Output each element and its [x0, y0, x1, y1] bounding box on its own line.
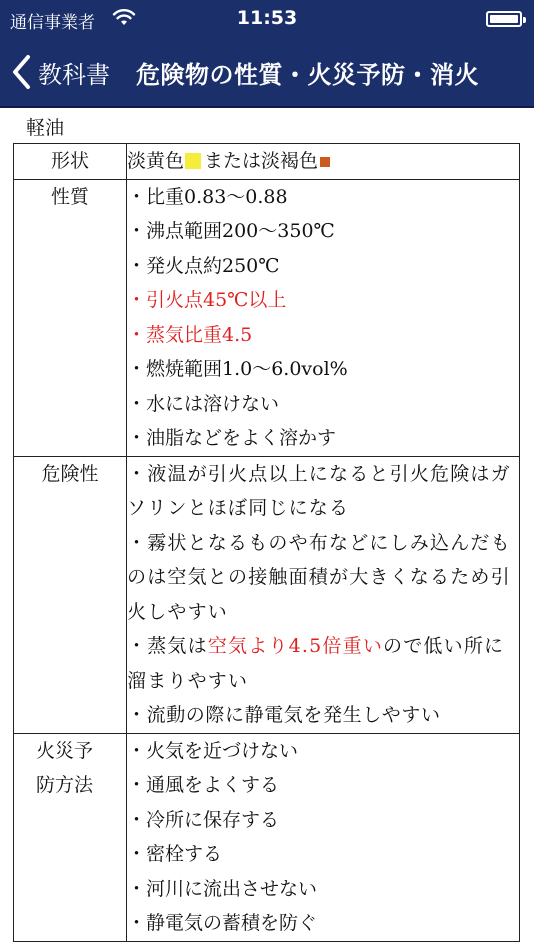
table-row	[14, 144, 520, 180]
table-row	[14, 456, 520, 733]
list-item	[127, 629, 519, 698]
color-text-pale-brown: または淡褐色	[204, 150, 319, 172]
battery-icon	[486, 11, 522, 27]
list-item: ・沸点範囲200〜350℃	[127, 220, 335, 242]
hazard-text: ので低い所に溜まりやすい	[127, 635, 505, 692]
list-item: ・発火点約250℃	[127, 254, 280, 277]
back-button[interactable]	[10, 50, 110, 94]
navigation-bar	[0, 40, 534, 106]
row-label-properties: 性質	[14, 179, 127, 456]
row-label-line: 火災予	[36, 739, 94, 762]
color-text-pale-yellow: 淡黄色	[127, 150, 185, 172]
row-label-shape: 形状	[14, 144, 127, 180]
list-item-highlight: ・引火点45℃以上	[127, 289, 287, 311]
row-content-hazards	[127, 456, 520, 733]
list-item: ・比重0.83〜0.88	[127, 185, 288, 208]
row-content-properties	[127, 179, 520, 456]
list-item: ・流動の際に静電気を発生しやすい	[127, 704, 441, 726]
list-item: ・通風をよくする	[127, 774, 280, 796]
row-content-shape	[127, 144, 520, 180]
row-label-hazards: 危険性	[14, 456, 127, 733]
list-item: ・水には溶けない	[127, 392, 280, 415]
table-row	[14, 733, 520, 941]
row-content-prevention	[127, 733, 520, 941]
list-item: ・河川に流出させない	[127, 877, 318, 900]
nav-divider	[0, 106, 534, 108]
status-bar	[0, 0, 534, 40]
substance-name: 軽油	[26, 117, 65, 139]
table-row	[14, 179, 520, 456]
pale-brown-swatch	[320, 157, 330, 167]
list-item: ・火気を近づけない	[127, 739, 299, 762]
list-item: ・液温が引火点以上になると引火危険はガソリンとほぼ同じになる	[127, 462, 511, 519]
pale-yellow-swatch	[185, 153, 201, 169]
carrier-label: 通信事業者	[10, 13, 95, 33]
list-item: ・静電気の蓄積を防ぐ	[127, 912, 318, 934]
hazard-text-highlight: 空気より4.5倍重い	[207, 635, 384, 657]
list-item: ・冷所に保存する	[127, 808, 280, 831]
properties-table	[13, 143, 520, 942]
hazard-text: ・蒸気は	[127, 635, 208, 657]
row-label-prevention	[14, 733, 127, 941]
back-button-label: 教科書	[38, 60, 110, 89]
list-item: ・霧状となるものや布などにしみ込んだものは空気との接触面積が大きくなるため引火しやすい	[127, 531, 511, 623]
row-label-line: 防方法	[36, 773, 94, 796]
chevron-left-icon	[10, 54, 32, 90]
status-time: 11:53	[236, 7, 298, 29]
page-title: 危険物の性質・火災予防・消火	[136, 61, 479, 89]
list-item: ・燃焼範囲1.0〜6.0vol%	[127, 358, 348, 380]
list-item-highlight: ・蒸気比重4.5	[127, 323, 253, 346]
list-item: ・密栓する	[127, 843, 223, 865]
list-item: ・油脂などをよく溶かす	[127, 427, 337, 449]
